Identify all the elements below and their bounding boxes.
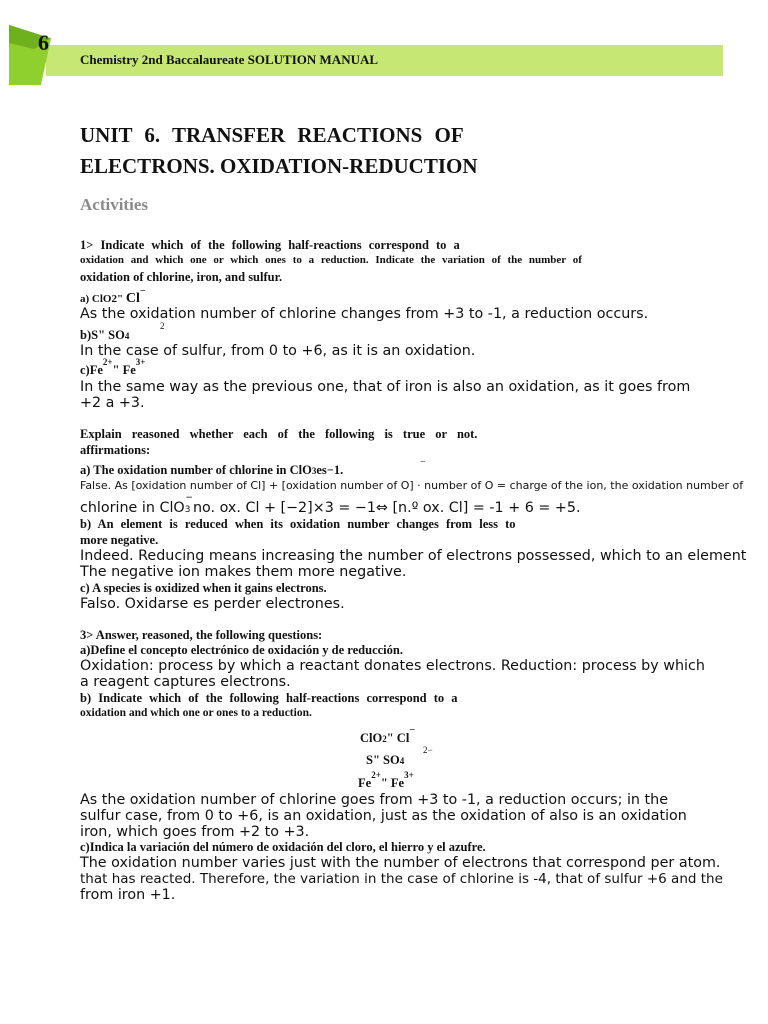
q3-equation-3 bbox=[358, 769, 414, 791]
q1-item-c-sup-a: 2+ bbox=[102, 356, 113, 367]
q3-item-a-answer-line-2: a reagent captures electrons. bbox=[80, 674, 291, 690]
q2-item-a-answer-line-2-charge: − bbox=[185, 493, 193, 504]
q3-item-c-answer-line-3: from iron +1. bbox=[80, 887, 176, 903]
q3-equation-3-product: " Fe bbox=[380, 776, 405, 790]
page-number: 6 bbox=[38, 30, 49, 55]
section-heading: Activities bbox=[80, 195, 148, 214]
q3-equation-1-product: " Cl bbox=[386, 731, 410, 745]
q1-item-a-charge: − bbox=[139, 286, 146, 298]
q3-item-c-answer-line-2: that has reacted. Therefore, the variation in the case of chlorine is -4, that of sulfur +6 and the bbox=[80, 871, 723, 887]
q2-item-c-statement: c) A species is oxidized when it gains electrons. bbox=[80, 581, 327, 595]
q3-item-c-statement: c)Indica la variación del número de oxidación del cloro, el hierro y el azufre. bbox=[80, 840, 486, 854]
q2-item-b-answer-line-2: The negative ion makes them more negative. bbox=[80, 564, 407, 580]
q1-item-a-answer: As the oxidation number of chlorine changes from +3 to -1, a reduction occurs. bbox=[80, 306, 649, 322]
q1-item-c-answer-line-2: +2 a +3. bbox=[80, 395, 145, 411]
q2-prompt-line-2: affirmations: bbox=[80, 443, 151, 457]
q3-item-a-statement: a)Define el concepto electrónico de oxidación y de reducción. bbox=[80, 643, 403, 657]
q3-item-b-answer-line-1: As the oxidation number of chlorine goes from +3 to -1, a reduction occurs; in the bbox=[80, 792, 668, 808]
q2-item-a-statement-text: a) The oxidation number of chlorine in ClO bbox=[80, 463, 312, 477]
q2-item-a-statement-charge: − bbox=[420, 457, 426, 468]
q2-prompt-line-1: Explain reasoned whether each of the following is true or not. bbox=[80, 427, 478, 441]
q2-item-b-answer-line-1: Indeed. Reducing means increasing the number of electrons possessed, which to an element bbox=[80, 548, 747, 564]
q3-equation-3-sup-a: 2+ bbox=[371, 769, 381, 780]
q1-item-b-sub: 4 bbox=[124, 331, 130, 341]
q1-item-c-sup-b: 3+ bbox=[135, 356, 146, 367]
q3-equation-2 bbox=[366, 753, 404, 768]
q1-item-b-label bbox=[80, 328, 129, 343]
q3-item-b-answer-line-3: iron, which goes from +2 to +3. bbox=[80, 824, 310, 840]
q3-item-b-statement-line-1: b) Indicate which of the following half-reactions correspond to a bbox=[80, 691, 458, 705]
q3-item-a-answer-line-1: Oxidation: process by which a reactant donates electrons. Reduction: process by which bbox=[80, 658, 705, 674]
unit-title bbox=[80, 120, 478, 182]
q3-item-b-answer-line-2: sulfur case, from 0 to +6, is an oxidation, just as the oxidation of also is an oxidation bbox=[80, 808, 687, 824]
running-header: Chemistry 2nd Baccalaureate SOLUTION MANUAL bbox=[80, 52, 379, 67]
q3-item-c-answer-line-1: The oxidation number varies just with the number of electrons that correspond per atom. bbox=[80, 855, 721, 871]
q3-equation-2-charge: 2− bbox=[423, 745, 433, 755]
q1-prompt-line-1: 1> Indicate which of the following half-reactions correspond to a bbox=[80, 238, 460, 252]
q2-item-a-statement bbox=[80, 463, 343, 478]
q3-equation-2-sub: 4 bbox=[399, 756, 405, 766]
unit-title-line-2: ELECTRONS. OXIDATION-REDUCTION bbox=[80, 154, 478, 178]
q2-item-a-answer-line-2 bbox=[80, 493, 581, 516]
q3-equation-3-reactant: Fe bbox=[358, 776, 372, 790]
q2-item-b-statement-line-2: more negative. bbox=[80, 533, 159, 547]
q1-item-c-reactant: c)Fe bbox=[80, 363, 103, 377]
q1-item-b-answer: In the case of sulfur, from 0 to +6, as it is an oxidation. bbox=[80, 343, 476, 359]
q2-item-a-answer-line-2-end: no. ox. Cl + [−2]×3 = −1⇔ [n.º ox. Cl] = -1 + 6 = +5. bbox=[192, 500, 581, 516]
q1-item-a-species: Cl bbox=[125, 291, 140, 306]
q1-item-b-charge: 2 bbox=[160, 321, 165, 331]
q3-equation-1 bbox=[360, 724, 416, 746]
q2-item-a-answer-line-2-start: chlorine in ClO bbox=[80, 500, 185, 516]
q1-item-a-label bbox=[80, 286, 146, 307]
q2-item-a-answer-line-1: False. As [oxidation number of Cl] + [oxidation number of O] · number of O = charge of the ion, the oxidation number of bbox=[80, 479, 744, 492]
q1-item-c-label bbox=[80, 356, 146, 378]
q2-item-c-answer: Falso. Oxidarse es perder electrones. bbox=[80, 596, 345, 612]
q3-equation-1-sub: 2 bbox=[382, 734, 387, 744]
q3-equation-2-reactant: S" SO bbox=[366, 753, 400, 767]
q1-prompt-line-3: oxidation of chlorine, iron, and sulfur. bbox=[80, 270, 283, 284]
q3-item-b-statement-line-2: oxidation and which one or ones to a reduction. bbox=[80, 707, 312, 719]
q1-item-c-answer-line-1: In the same way as the previous one, that of iron is also an oxidation, as it goes from bbox=[80, 379, 691, 395]
q1-item-a-reactant: a) ClO2" bbox=[80, 293, 126, 305]
q1-item-c-product: " Fe bbox=[112, 363, 136, 377]
q3-equation-1-reactant: ClO bbox=[360, 731, 383, 745]
q1-prompt-line-2: oxidation and which one or which ones to a reduction. Indicate the variation of the number of bbox=[80, 254, 582, 266]
unit-title-line-1: UNIT 6. TRANSFER REACTIONS OF bbox=[80, 123, 464, 147]
q3-equation-1-charge: − bbox=[409, 724, 416, 736]
q3-prompt: 3> Answer, reasoned, the following questions: bbox=[80, 628, 323, 642]
q2-item-a-answer-line-2-sub: 3 bbox=[184, 505, 191, 515]
q2-item-a-statement-tail: es−1. bbox=[316, 463, 344, 477]
q3-equation-3-sup-b: 3+ bbox=[404, 769, 414, 780]
q2-item-b-statement-line-1: b) An element is reduced when its oxidation number changes from less to bbox=[80, 517, 516, 531]
q1-item-b-reactant: b)S" SO bbox=[80, 328, 125, 342]
q2-item-a-statement-sub: 3 bbox=[311, 466, 317, 476]
